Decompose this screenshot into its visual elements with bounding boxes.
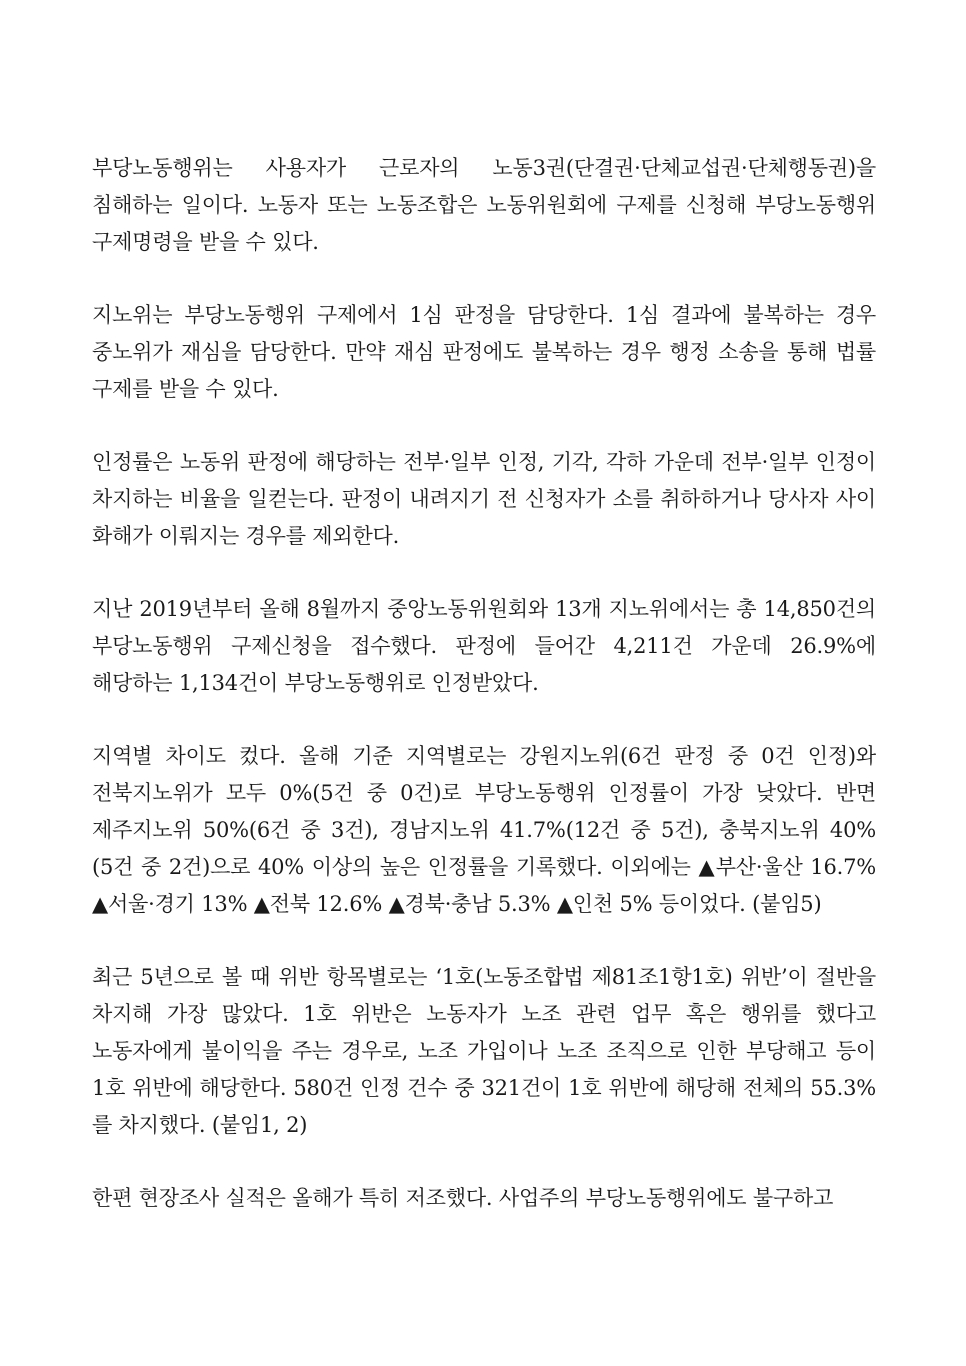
paragraph-case-statistics: 지난 2019년부터 올해 8월까지 중앙노동위원회와 13개 지노위에서는 총 14,850건의 부당노동행위 구제신청을 접수했다. 판정에 들어간 4,211건 가운데 26.9%에 해당하는 1,134건이 부당노동행위로 인정받았다.	[92, 597, 876, 695]
document-body	[92, 150, 876, 1253]
paragraph-regional-differences: 지역별 차이도 컸다. 올해 기준 지역별로는 강원지노위(6건 판정 중 0건 인정)와 전북지노위가 모두 0%(5건 중 0건)로 부당노동행위 인정률이 가장 낮았다. 반면 제주지노위 50%(6건 중 3건), 경남지노위 41.7%(12건 중 5건), 충북지노위 40%(5건 중 2건)으로 40% 이상의 높은 인정률을 기록했다. 이외에는 ▲부산·울산 16.7% ▲서울·경기 13% ▲전북 12.6% ▲경북·충남 5.3% ▲인천 5% 등이었다. (붙임5)	[92, 744, 876, 916]
paragraph-unfair-labor-practice-definition: 부당노동행위는 사용자가 근로자의 노동3권(단결권·단체교섭권·단체행동권)을 침해하는 일이다. 노동자 또는 노동조합은 노동위원회에 구제를 신청해 부당노동행위 구제명령을 받을 수 있다.	[92, 156, 876, 254]
paragraph-regional-committee-role: 지노위는 부당노동행위 구제에서 1심 판정을 담당한다. 1심 결과에 불복하는 경우 중노위가 재심을 담당한다. 만약 재심 판정에도 불복하는 경우 행정 소송을 통해 법률 구제를 받을 수 있다.	[92, 303, 876, 401]
paragraph-recognition-rate-definition: 인정률은 노동위 판정에 해당하는 전부·일부 인정, 기각, 각하 가운데 전부·일부 인정이 차지하는 비율을 일컫는다. 판정이 내려지기 전 신청자가 소를 취하하거나 당사자 사이 화해가 이뤄지는 경우를 제외한다.	[92, 450, 876, 548]
paragraph-violation-types: 최근 5년으로 볼 때 위반 항목별로는 ‘1호(노동조합법 제81조1항1호) 위반’이 절반을 차지해 가장 많았다. 1호 위반은 노동자가 노조 관련 업무 혹은 행위를 했다고 노동자에게 불이익을 주는 경우로, 노조 가입이나 노조 조직으로 인한 부당해고 등이 1호 위반에 해당한다. 580건 인정 건수 중 321건이 1호 위반에 해당해 전체의 55.3%를 차지했다. (붙임1, 2)	[92, 965, 876, 1137]
paragraph-field-investigation: 한편 현장조사 실적은 올해가 특히 저조했다. 사업주의 부당노동행위에도 불구하고	[92, 1186, 834, 1210]
